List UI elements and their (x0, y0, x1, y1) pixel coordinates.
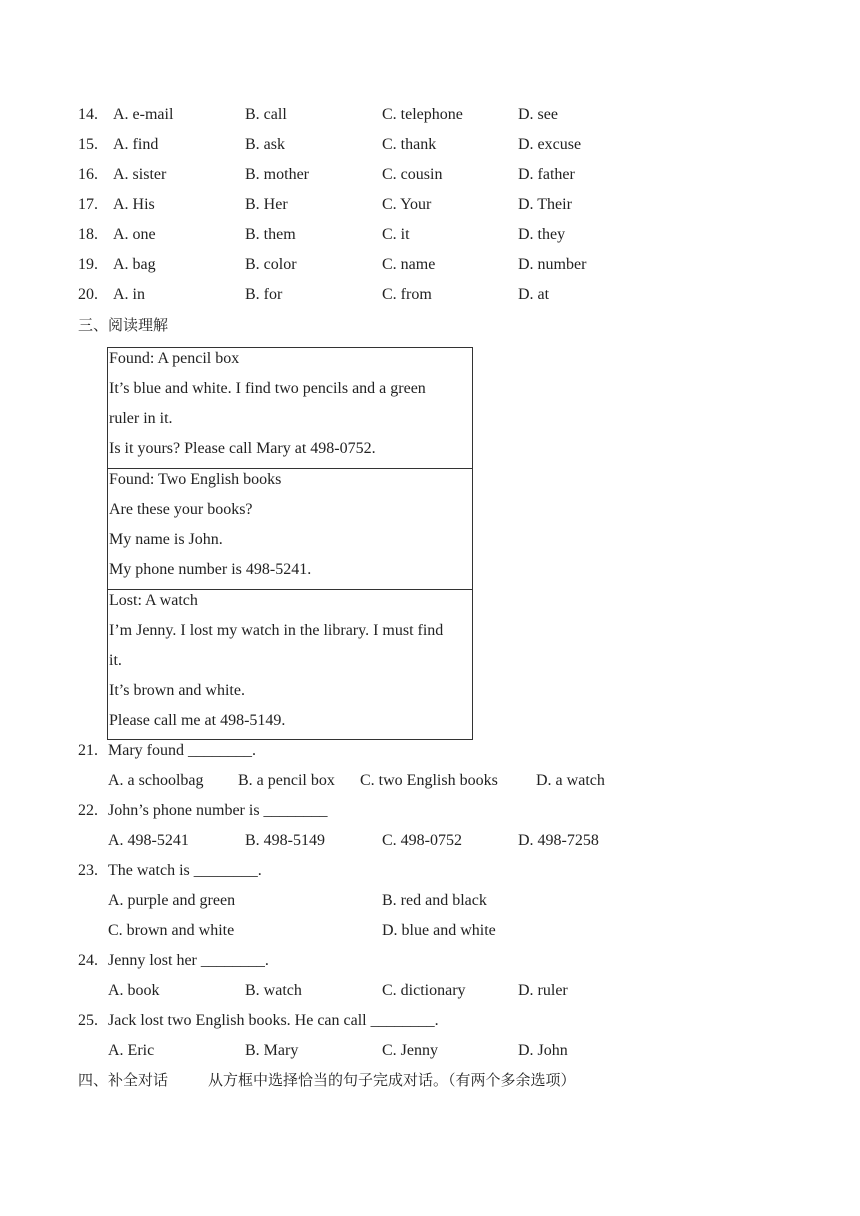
q22-option-b: B. 498-5149 (245, 832, 325, 849)
notice-line: I’m Jenny. I lost my watch in the library. I must find (109, 622, 444, 639)
option-d: D. excuse (518, 136, 582, 153)
option-a: A. sister (113, 166, 167, 183)
notice-lost-watch (107, 589, 473, 740)
item-number: 18. (78, 226, 98, 243)
option-a: A. His (113, 196, 155, 213)
question-number: 21. (78, 742, 98, 759)
notice-line: It’s blue and white. I find two pencils and a green (109, 380, 426, 397)
notice-line: Is it yours? Please call Mary at 498-0752. (109, 440, 376, 457)
q21-option-a: A. a schoolbag (108, 772, 204, 789)
item-number: 14. (78, 106, 98, 123)
notice-line: ruler in it. (109, 410, 173, 427)
section-heading-dialogue: 四、补全对话 (78, 1071, 169, 1089)
notice-line: My phone number is 498-5241. (109, 561, 312, 578)
question-number: 23. (78, 862, 98, 879)
option-d: D. father (518, 166, 575, 183)
option-b: B. ask (245, 136, 285, 153)
option-c: C. cousin (382, 166, 443, 183)
option-a: A. in (113, 286, 145, 303)
notice-line: It’s brown and white. (109, 682, 245, 699)
section-instruction: 从方框中选择恰当的句子完成对话。（有两个多余选项） (208, 1071, 576, 1089)
item-number: 15. (78, 136, 98, 153)
question-text: The watch is ________. (108, 862, 262, 879)
option-c: C. it (382, 226, 410, 243)
option-a: A. bag (113, 256, 156, 273)
q24-option-a: A. book (108, 982, 160, 999)
option-b: B. call (245, 106, 287, 123)
option-c: C. Your (382, 196, 432, 213)
q22-option-c: C. 498-0752 (382, 832, 462, 849)
option-b: B. color (245, 256, 297, 273)
notice-line: Lost: A watch (109, 592, 198, 609)
option-c: C. thank (382, 136, 437, 153)
q23-option-a: A. purple and green (108, 892, 236, 909)
question-number: 24. (78, 952, 98, 969)
notice-line: Are these your books? (109, 501, 253, 518)
q25-option-a: A. Eric (108, 1042, 155, 1059)
option-b: B. for (245, 286, 283, 303)
notice-found-english-books (107, 468, 473, 590)
option-c: C. name (382, 256, 436, 273)
option-d: D. number (518, 256, 587, 273)
notice-line: it. (109, 652, 122, 669)
option-a: A. e-mail (113, 106, 174, 123)
q24-option-c: C. dictionary (382, 982, 466, 999)
option-d: D. see (518, 106, 558, 123)
q25-option-d: D. John (518, 1042, 568, 1059)
question-number: 25. (78, 1012, 98, 1029)
notice-found-pencil-box (107, 347, 473, 469)
option-d: D. they (518, 226, 566, 243)
q24-option-b: B. watch (245, 982, 302, 999)
question-text: Jenny lost her ________. (108, 952, 269, 969)
notice-line: Found: Two English books (109, 471, 282, 488)
option-b: B. mother (245, 166, 309, 183)
q23-option-c: C. brown and white (108, 922, 235, 939)
option-b: B. them (245, 226, 296, 243)
question-number: 22. (78, 802, 98, 819)
q25-option-c: C. Jenny (382, 1042, 438, 1059)
q24-option-d: D. ruler (518, 982, 568, 999)
q23-option-b: B. red and black (382, 892, 487, 909)
option-a: A. one (113, 226, 156, 243)
section-heading-reading: 三、阅读理解 (78, 316, 169, 334)
option-d: D. Their (518, 196, 572, 213)
question-text: John’s phone number is ________ (108, 802, 328, 819)
q21-option-c: C. two English books (360, 772, 498, 789)
option-a: A. find (113, 136, 159, 153)
q23-option-d: D. blue and white (382, 922, 496, 939)
notice-line: Please call me at 498-5149. (109, 712, 286, 729)
q21-option-d: D. a watch (536, 772, 605, 789)
item-number: 16. (78, 166, 98, 183)
item-number: 20. (78, 286, 98, 303)
option-d: D. at (518, 286, 550, 303)
question-text: Jack lost two English books. He can call ________. (108, 1012, 439, 1029)
item-number: 17. (78, 196, 98, 213)
q22-option-d: D. 498-7258 (518, 832, 599, 849)
notice-line: My name is John. (109, 531, 223, 548)
item-number: 19. (78, 256, 98, 273)
option-c: C. from (382, 286, 432, 303)
question-text: Mary found ________. (108, 742, 256, 759)
q22-option-a: A. 498-5241 (108, 832, 189, 849)
option-b: B. Her (245, 196, 288, 213)
option-c: C. telephone (382, 106, 463, 123)
q21-option-b: B. a pencil box (238, 772, 335, 789)
q25-option-b: B. Mary (245, 1042, 299, 1059)
notice-line: Found: A pencil box (109, 350, 240, 367)
